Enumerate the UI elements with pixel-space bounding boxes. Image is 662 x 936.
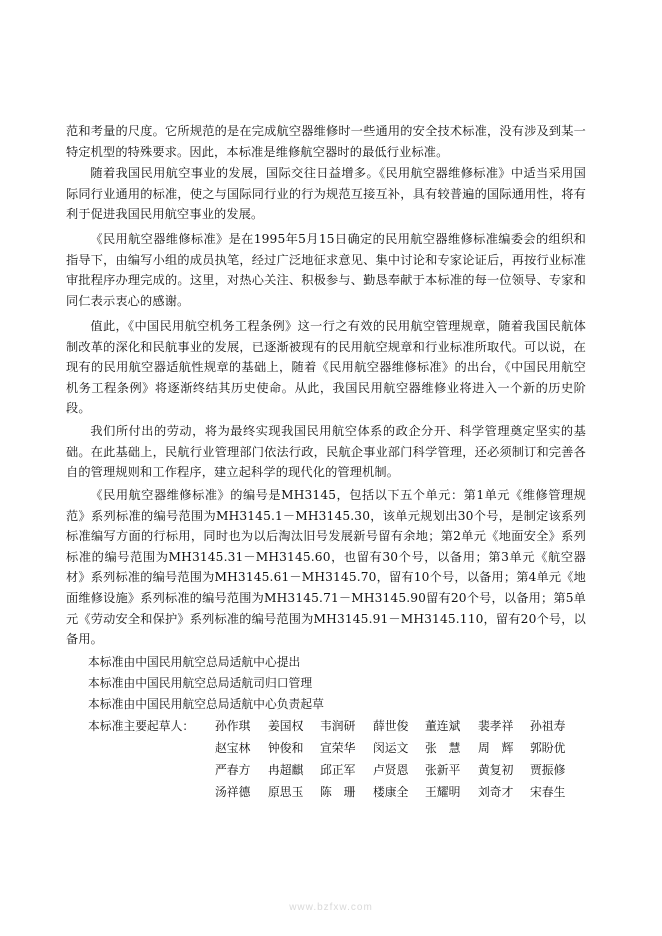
drafter-name: 闵运文	[373, 741, 409, 755]
foreword-paragraph-1: 随着我国民用航空事业的发展，国际交往日益增多。《民用航空器维修标准》中适当采用国际同行业通用的标准，使之与国际同行业的行为规范互接互补，具有较普遍的国际通用性，将有利于促进我国民用航空事业的发展。	[66, 166, 586, 222]
foreword-paragraph-2: 《民用航空器维修标准》是在1995年5月15日确定的民用航空器维修标准编委会的组织和指导下，由编写小组的成员执笔，经过广泛地征求意见、集中讨论和专家论证后，再按行业标准审批程序办理完成的。这里，对热心关注、积极参与、勤恳奉献于本标准的每一位领导、专家和同仁表示衷心的感谢。	[66, 232, 586, 308]
foreword-paragraph-3: 值此，《中国民用航空机务工程条例》这一行之有效的民用航空管理规章，随着我国民航体制改革的深化和民航事业的发展，已逐渐被现有的民用航空规章和行业标准所取代。可以说，在现有的民用航空器适航性规章的基础上，随着《民用航空器维修标准》的出台，《中国民用航空机务工程条例》将逐渐终结其历史使命。从此，我国民用航空器维修业将进入一个新的历史阶段。	[66, 319, 586, 416]
drafter-name: 孙作琪	[215, 719, 251, 733]
drafter-name: 薛世俊	[373, 719, 409, 733]
drafter-name: 周 辉	[478, 741, 514, 755]
drafter-name: 刘奇才	[478, 785, 514, 799]
drafter-name: 邱正军	[320, 763, 356, 777]
drafters-label: 本标准主要起草人：	[88, 719, 195, 733]
drafter-name: 张新平	[425, 763, 461, 777]
note-managed: 本标准由中国民用航空总局适航司归口管理	[88, 676, 313, 690]
drafter-name: 汤祥德	[215, 785, 251, 799]
foreword-paragraph-5: 《民用航空器维修标准》的编号是MH3145，包括以下五个单元：第1单元《维修管理规范》系列标准的编号范围为MH3145.1－MH3145.30，该单元规划出30个号，是制定该系列标准编写方面的行标用，同时也为以后淘汰旧号发展新号留有余地；第2单元《地面安全》系列标准的编号范围为MH3145.31－MH3145.60，也留有30个号，以备用；第3单元《航空器材》系列标准的编号范围为MH3145.61－MH3145.70，留有10个号，以备用；第4单元《地面维修设施》系列标准的编号范围为MH3145.71－MH3145.90留有20个号，以备用；第5单元《劳动安全和保护》系列标准的编号范围为MH3145.91－MH3145.110，留有20个号，以备用。	[66, 488, 586, 647]
drafter-name: 裴孝祥	[478, 719, 514, 733]
note-drafted: 本标准由中国民用航空总局适航中心负责起草	[88, 697, 324, 711]
note-proposed: 本标准由中国民用航空总局适航中心提出	[88, 655, 301, 669]
drafter-name: 姜国权	[268, 719, 304, 733]
foreword-paragraph-0: 范和考量的尺度。它所规范的是在完成航空器维修时一些通用的安全技术标准，没有涉及到某一特定机型的特殊要求。因此，本标准是维修航空器时的最低行业标准。	[66, 124, 586, 159]
drafter-name: 韦润研	[320, 719, 356, 733]
drafter-name: 赵宝林	[215, 741, 251, 755]
drafter-name: 王耀明	[425, 785, 461, 799]
drafter-name: 冉超麒	[268, 763, 304, 777]
drafter-name: 宋春生	[530, 785, 566, 799]
drafter-name: 卢贤恩	[373, 763, 409, 777]
drafter-name: 原思玉	[268, 785, 304, 799]
drafter-name: 宣荣华	[320, 741, 356, 755]
watermark: www.bzfxw.com	[289, 902, 373, 913]
drafter-name: 贾振修	[530, 763, 566, 777]
drafter-name: 陈 珊	[320, 785, 356, 799]
drafter-name: 楼康全	[373, 785, 409, 799]
drafter-name: 孙祖寿	[530, 719, 566, 733]
drafter-name: 董连斌	[425, 719, 461, 733]
drafter-name: 郭盼优	[530, 741, 566, 755]
foreword-paragraph-4: 我们所付出的劳动，将为最终实现我国民用航空体系的政企分开、科学管理奠定坚实的基础。在此基础上，民航行业管理部门依法行政，民航企事业部门科学管理，还必须制订和完善各自的管理规则和工作程序，建立起科学的现代化的管理机制。	[66, 424, 586, 480]
drafter-name: 黄复初	[478, 763, 514, 777]
drafter-name: 张 慧	[425, 741, 461, 755]
drafter-name: 钟俊和	[268, 741, 304, 755]
drafter-name: 严春方	[215, 763, 251, 777]
